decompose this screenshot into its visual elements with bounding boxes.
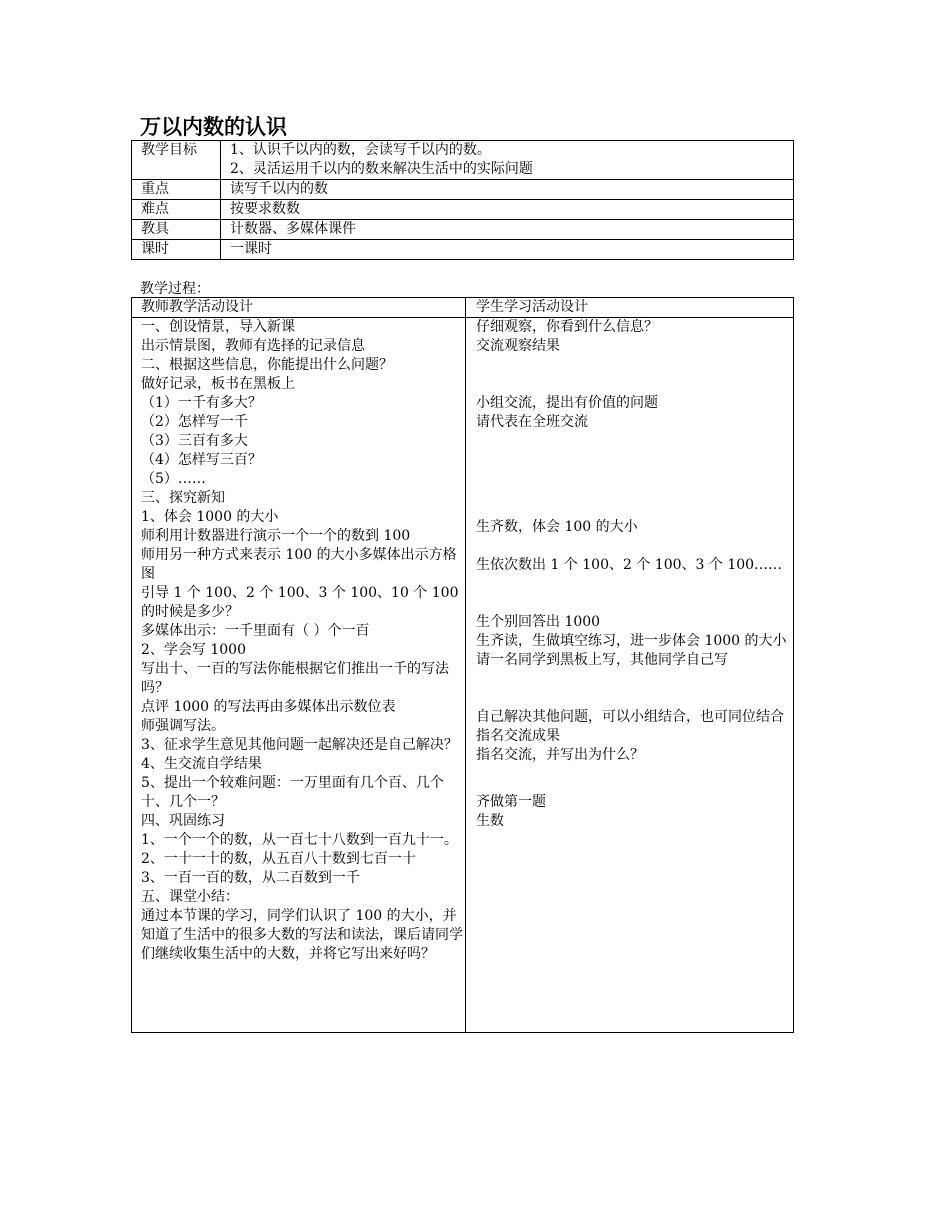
teacher-line: 3、一百一百的数，从二百数到一千 (141, 870, 360, 886)
teacher-line: 一、创设情景，导入新课 (141, 319, 295, 335)
teacher-line: 二、根据这些信息，你能提出什么问题？ (141, 357, 393, 373)
spacer (476, 765, 791, 793)
teacher-line: （5）…… (141, 471, 206, 487)
teacher-line: 做好记录，板书在黑板上 (141, 376, 295, 392)
info-value-line: 1、认识千以内的数，会读写千以内的数。 (230, 142, 491, 158)
teacher-line: 三、探究新知 (141, 490, 225, 506)
student-activities (466, 318, 794, 1033)
table-row (132, 180, 794, 200)
lesson-info-table (131, 140, 794, 260)
student-column-header: 学生学习活动设计 (466, 298, 794, 318)
student-line: 交流观察结果 (476, 338, 560, 354)
spacer (476, 575, 791, 613)
info-key: 教学目标 (132, 141, 221, 180)
table-row (132, 220, 794, 240)
info-value: 计数器、多媒体课件 (221, 220, 794, 240)
teacher-line: 2、一十一十的数，从五百八十数到七百一十 (141, 851, 416, 867)
teacher-line: 师用另一种方式来表示 100 的大小多媒体出示方格图 (141, 547, 457, 582)
student-line: 请一名同学到黑板上写，其他同学自己写 (476, 652, 728, 668)
spacer (476, 670, 791, 708)
info-value: 一课时 (221, 240, 794, 260)
student-line: 指名交流，并写出为什么？ (476, 747, 644, 763)
document-title: 万以内数的认识 (140, 115, 287, 139)
info-value: 读写千以内的数 (221, 180, 794, 200)
teacher-line: （4）怎样写三百？ (141, 452, 262, 468)
info-key: 教具 (132, 220, 221, 240)
teacher-line: 多媒体出示：一千里面有（ ）个一百 (141, 623, 370, 639)
table-header-row (132, 298, 794, 318)
info-key: 课时 (132, 240, 221, 260)
table-row (132, 318, 794, 1033)
info-key: 难点 (132, 200, 221, 220)
teacher-line: 出示情景图，教师有选择的记录信息 (141, 338, 365, 354)
student-line: 生依次数出 1 个 100、2 个 100、3 个 100…… (476, 557, 783, 573)
teacher-line: 1、一个一个的数，从一百七十八数到一百九十一。 (141, 832, 458, 848)
teacher-line: 1、体会 1000 的大小 (141, 509, 279, 525)
teacher-line: 5、提出一个较难问题：一万里面有几个百、几个十、几个一？ (141, 775, 444, 810)
teacher-line: （2）怎样写一千 (141, 414, 248, 430)
student-line: 自己解决其他问题，可以小组结合，也可同位结合 (476, 709, 784, 725)
process-label: 教学过程： (140, 281, 210, 297)
teacher-activities (132, 318, 466, 1033)
table-row (132, 141, 794, 180)
student-line: 仔细观察，你看到什么信息？ (476, 319, 658, 335)
teacher-line: （1）一千有多大？ (141, 395, 262, 411)
teaching-process-table (131, 297, 794, 1033)
student-line: 生数 (476, 813, 504, 829)
teacher-line: 四、巩固练习 (141, 813, 225, 829)
table-row (132, 200, 794, 220)
teacher-column-header: 教师教学活动设计 (132, 298, 466, 318)
teacher-line: 3、征求学生意见其他问题一起解决还是自己解决？ (141, 737, 458, 753)
student-line: 生齐数，体会 100 的大小 (476, 519, 638, 535)
teacher-line: 写出十、一百的写法你能根据它们推出一千的写法吗？ (141, 661, 449, 696)
spacer (476, 537, 791, 556)
teacher-line: 2、学会写 1000 (141, 642, 246, 658)
student-line: 请代表在全班交流 (476, 414, 588, 430)
info-key: 重点 (132, 180, 221, 200)
table-row (132, 240, 794, 260)
info-value: 按要求数数 (221, 200, 794, 220)
teacher-line: （3）三百有多大 (141, 433, 248, 449)
spacer (476, 432, 791, 518)
student-line: 小组交流，提出有价值的问题 (476, 395, 658, 411)
student-line: 指名交流成果 (476, 728, 560, 744)
student-line: 生个别回答出 1000 (476, 614, 601, 630)
student-line: 生齐读，生做填空练习，进一步体会 1000 的大小 (476, 633, 787, 649)
teacher-line: 师强调写法。 (141, 718, 225, 734)
teacher-line: 师利用计数器进行演示一个一个的数到 100 (141, 528, 411, 544)
teacher-line: 通过本节课的学习，同学们认识了 100 的大小，并知道了生活中的很多大数的写法和读法，课后请同学们继续收集生活中的大数，并将它写出来好吗？ (141, 908, 463, 962)
teacher-line: 引导 1 个 100、2 个 100、3 个 100、10 个 100 的时候是多少？ (141, 585, 459, 620)
teacher-line: 五、课堂小结： (141, 889, 239, 905)
info-value (221, 141, 794, 180)
teacher-line: 4、生交流自学结果 (141, 756, 262, 772)
teacher-line: 点评 1000 的写法再由多媒体出示数位表 (141, 699, 396, 715)
info-value-line: 2、灵活运用千以内的数来解决生活中的实际问题 (230, 161, 533, 177)
student-line: 齐做第一题 (476, 794, 546, 810)
spacer (476, 356, 791, 394)
